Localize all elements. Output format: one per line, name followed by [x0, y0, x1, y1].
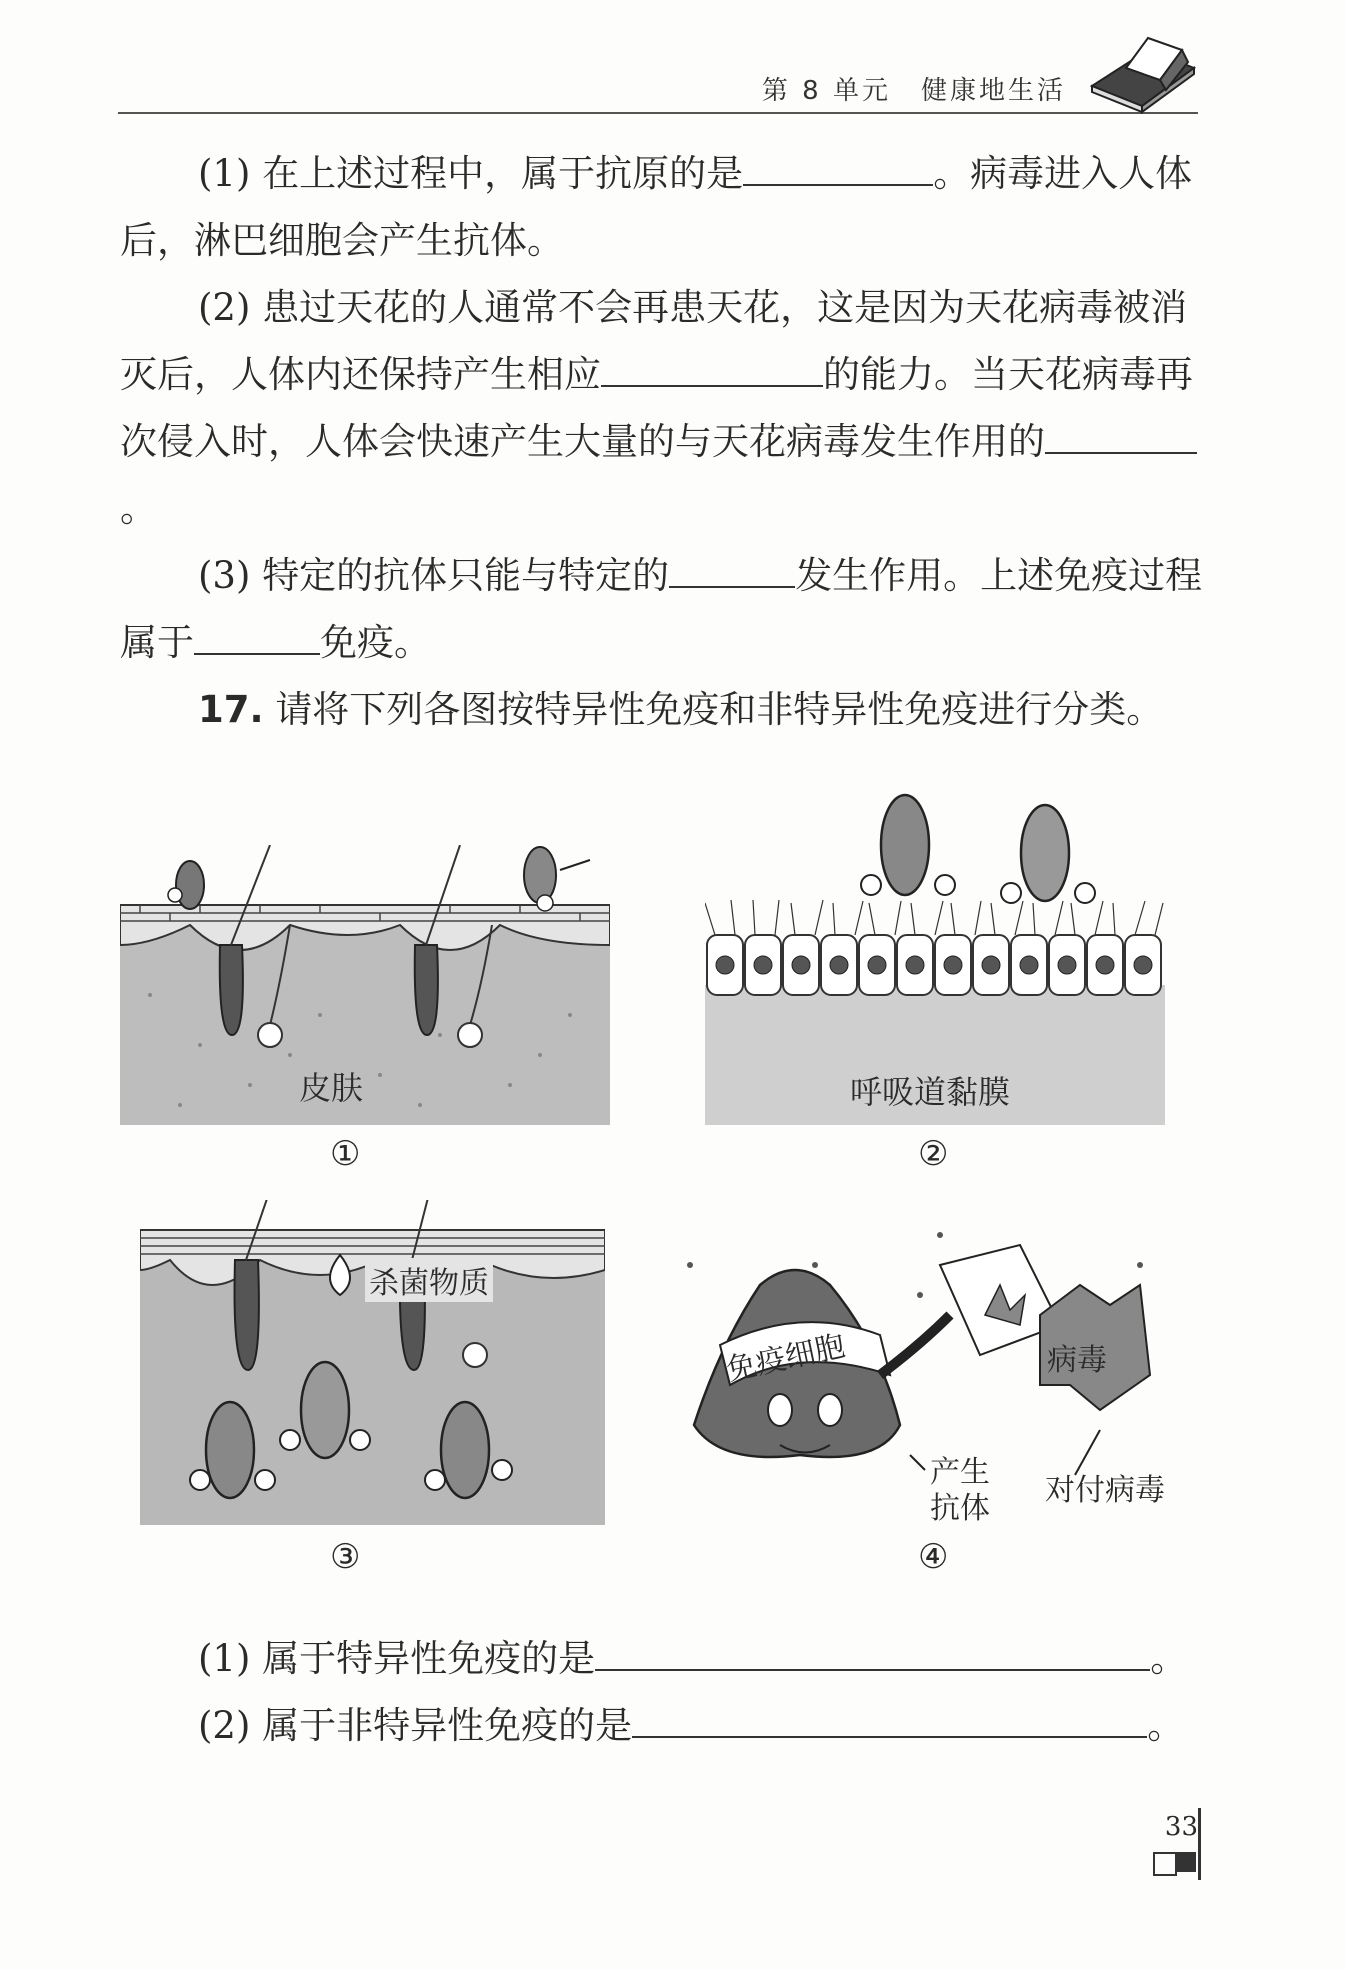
header-text — [762, 70, 1066, 107]
q16-p1-text-a: 在上述过程中，属于抗原的是 — [262, 152, 744, 195]
q16-p3-text-b: 发生作用。上述免疫过程属于 — [120, 554, 1203, 664]
a2-end: 。 — [1147, 1704, 1185, 1747]
header-title: 健康地生活 — [920, 76, 1066, 106]
q16-p3-text-a: 特定的抗体只能与特定的 — [262, 554, 670, 597]
answer-blank-immunity-type[interactable] — [194, 623, 320, 655]
panel-1-label: 皮肤 — [295, 1063, 367, 1109]
q16-part-3 — [120, 542, 1205, 676]
produce-label-2: 抗体 — [930, 1491, 990, 1526]
produce-label-1: 产生 — [930, 1455, 990, 1490]
answer-blank-antigen-2[interactable] — [669, 556, 795, 588]
panel-2-label: 呼吸道黏膜 — [850, 1073, 1011, 1111]
answer-blank-specific[interactable] — [595, 1639, 1150, 1671]
a1-text: 属于特异性免疫的是 — [262, 1637, 596, 1680]
q17-prompt — [120, 676, 1205, 743]
answer-blank-nonspecific[interactable] — [632, 1706, 1147, 1738]
q16-p1-num: (1) — [198, 152, 251, 195]
answer-blank-antigen[interactable] — [743, 154, 933, 186]
page-number-divider — [1198, 1808, 1201, 1880]
q16-part-1 — [120, 140, 1205, 274]
q17-num: 17. — [198, 688, 264, 731]
answer-blank-antibody[interactable] — [1045, 422, 1197, 454]
virus-label: 病毒 — [1047, 1343, 1107, 1378]
q16-part-2 — [120, 274, 1205, 542]
panel-1-number: ① — [330, 1134, 361, 1174]
question-16-parts — [120, 140, 1205, 743]
bactericidal-illustration — [140, 1200, 605, 1525]
book-icon — [1086, 28, 1198, 114]
panel-4-immune-cell — [680, 1225, 1180, 1525]
panel-3-bactericidal — [140, 1200, 605, 1525]
panel-3-label: 杀菌物质 — [365, 1258, 493, 1302]
a1-num: (1) — [198, 1637, 251, 1680]
page-header — [118, 40, 1198, 114]
answer-blank-ability[interactable] — [601, 355, 823, 387]
page-number: 33 — [1164, 1812, 1198, 1842]
q17-answers — [120, 1625, 1205, 1759]
q16-p3-num: (3) — [198, 554, 251, 597]
q17-text: 请将下列各图按特异性免疫和非特异性免疫进行分类。 — [275, 688, 1164, 731]
q16-p2-text-b: 的能力。当天花病毒再次侵入时，人体会快速产生大量的与天花病毒发生作用的 — [120, 353, 1193, 463]
page-box-filled-icon — [1176, 1852, 1196, 1872]
a2-num: (2) — [198, 1704, 251, 1747]
panel-2-number: ② — [918, 1134, 949, 1174]
q16-p1-text-b: 。病毒进入人体后，淋巴细胞会产生抗体。 — [120, 152, 1193, 262]
answer-line-nonspecific — [120, 1692, 1205, 1759]
panel-1-skin — [120, 845, 610, 1125]
panel-4-number: ④ — [918, 1537, 949, 1577]
q16-p2-text-c: 。 — [120, 487, 157, 530]
fight-virus-label: 对付病毒 — [1045, 1473, 1165, 1508]
header-unit: 第 8 单元 — [761, 76, 891, 106]
panel-2-mucosa — [705, 785, 1165, 1125]
q16-p2-num: (2) — [198, 286, 251, 329]
a1-end: 。 — [1150, 1637, 1188, 1680]
q16-p2-text-a: 患过天花的人通常不会再患天花，这是因为天花病毒被消灭后，人体内还保持产生相应 — [120, 286, 1188, 396]
q16-p3-text-c: 免疫。 — [320, 621, 431, 664]
immune-cell-label: 免疫细胞 — [723, 1328, 849, 1389]
answer-line-specific — [120, 1625, 1205, 1692]
a2-text: 属于非特异性免疫的是 — [262, 1704, 633, 1747]
panel-3-number: ③ — [330, 1537, 361, 1577]
page-box-empty-icon — [1153, 1852, 1177, 1876]
